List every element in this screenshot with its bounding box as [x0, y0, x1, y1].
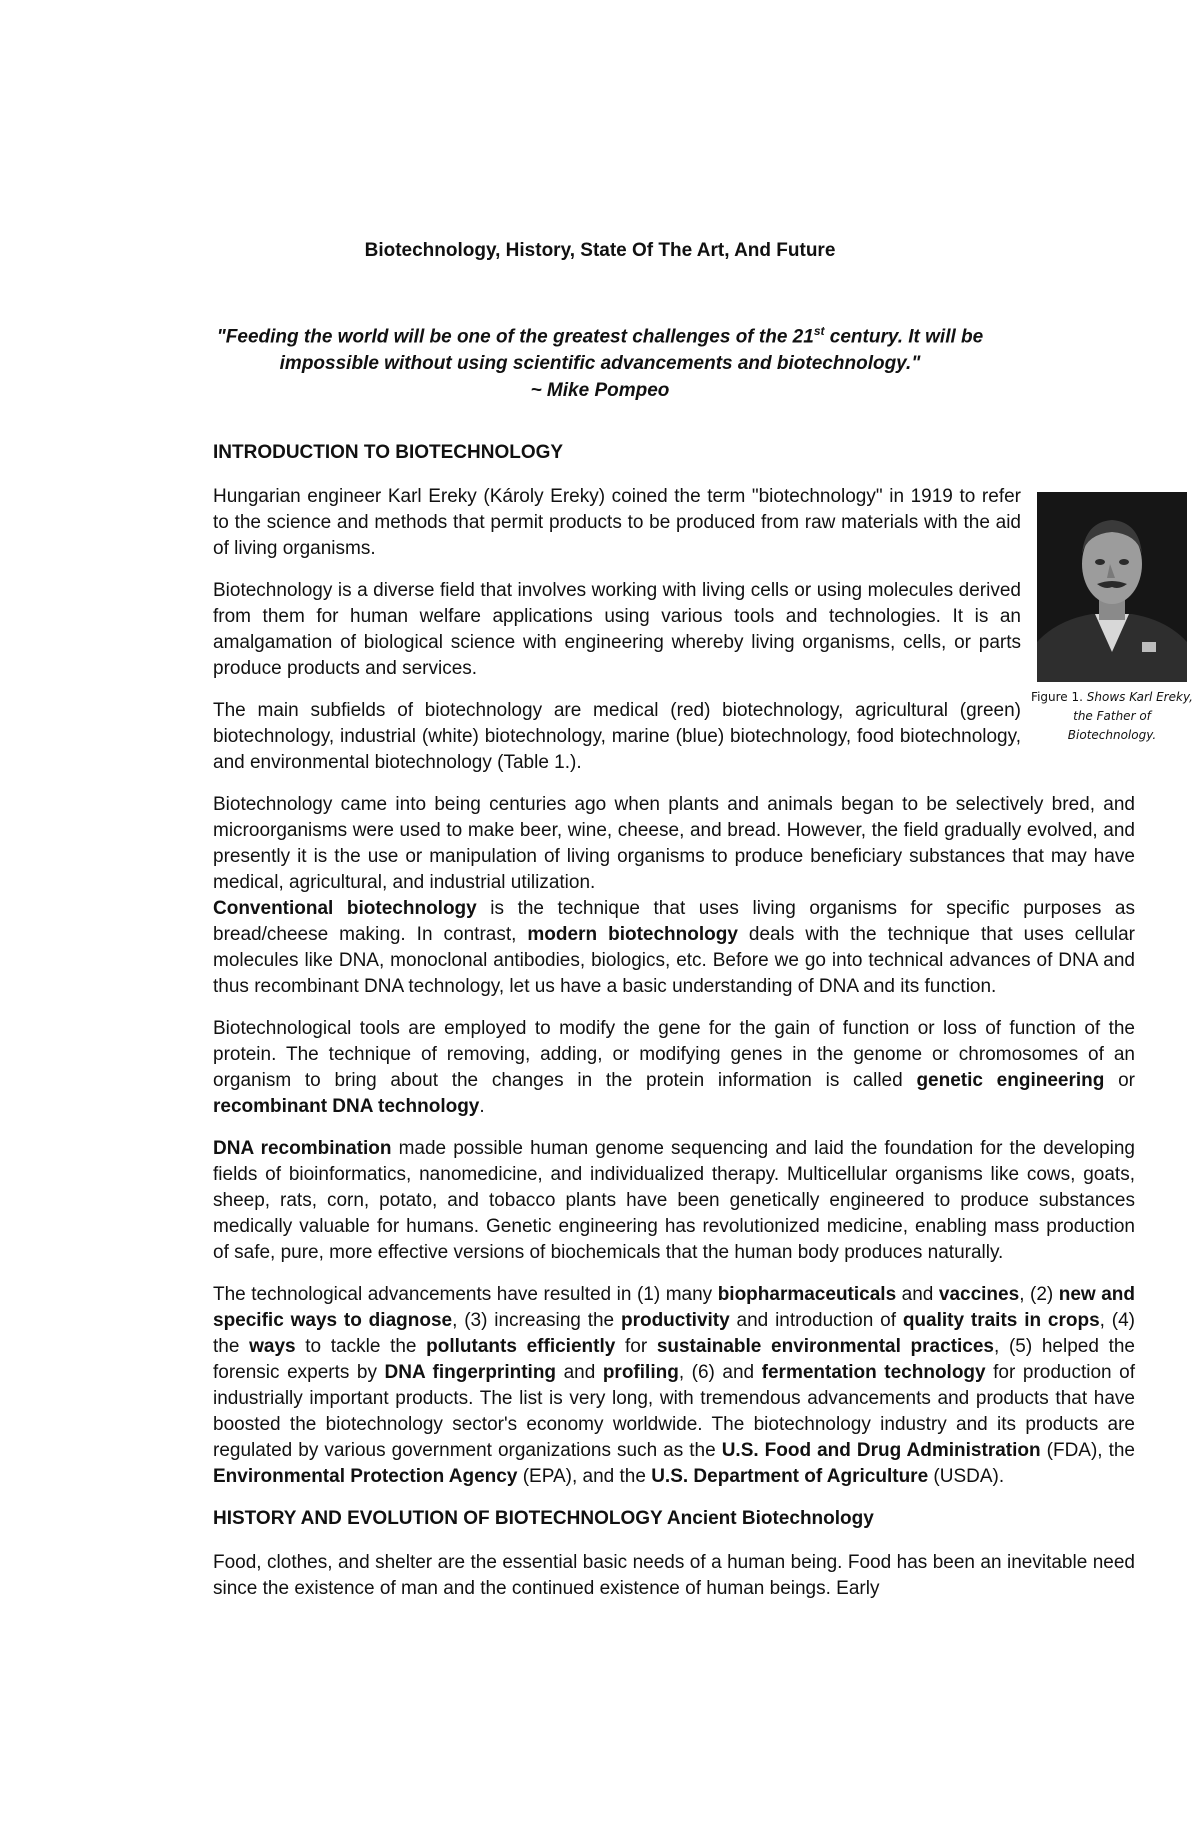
history-heading: HISTORY AND EVOLUTION OF BIOTECHNOLOGY Ancient Biotechnology [213, 1508, 874, 1529]
document-title: Biotechnology, History, State Of The Art, And Future [364, 240, 836, 261]
portrait-photo [1037, 492, 1187, 682]
paragraph-1: Hungarian engineer Karl Ereky (Károly Ereky) coined the term "biotechnology" in 1919 to refer to the science and methods that permit products to be produced from raw materials with the aid of living organisms. [213, 486, 1021, 559]
figure-caption-label: Figure 1. [1031, 690, 1083, 704]
term-ways: ways [249, 1336, 296, 1357]
p8-t6: , (4) the [213, 1310, 1135, 1357]
term-diagnose: new and specific ways to diagnose [213, 1284, 1135, 1331]
quote-text-end: century. It will be impossible without using scientific advancements and biotechnology." [279, 326, 984, 375]
main-column [213, 440, 1135, 1618]
paragraph-5-text-1: is the technique that uses living organisms for specific purposes as bread/cheese making. In contrast, [213, 898, 1135, 945]
p8-t1: The technological advancements have resulted in (1) many [213, 1284, 718, 1305]
term-profiling: profiling [602, 1362, 679, 1383]
term-dna-fingerprinting: DNA fingerprinting [384, 1362, 557, 1383]
portrait-illustration [1037, 492, 1187, 682]
paragraph-9: Food, clothes, and shelter are the essential basic needs of a human being. Food has been an inevitable need since the existence of man and the continued existence of human beings. Early [213, 1552, 1135, 1599]
p8-t12: for production of industrially important products. The list is very long, with tremendous advancements and products that have boosted the biotechnology sector's economy worldwide. The biotechnology industry and its products are regulated by various government organizations such as the [213, 1362, 1135, 1461]
p8-t15: (USDA). [928, 1466, 1005, 1487]
term-epa: Environmental Protection Agency [213, 1466, 518, 1487]
epigraph-quote [200, 318, 1000, 404]
p8-t13: (FDA), the [1040, 1440, 1135, 1461]
intro-heading: INTRODUCTION TO BIOTECHNOLOGY [213, 442, 564, 463]
term-genetic-engineering: genetic engineering [916, 1070, 1105, 1091]
paragraph-5 [213, 896, 1135, 1000]
p8-t9: , (5) helped the forensic experts by [213, 1336, 1135, 1383]
term-modern-biotech: modern biotechnology [527, 924, 738, 945]
term-sustainable: sustainable environmental practices [656, 1336, 994, 1357]
term-quality-traits: quality traits in crops [902, 1310, 1100, 1331]
p8-t2: and [896, 1284, 939, 1305]
paragraph-7-text-1: made possible human genome sequencing and laid the foundation for the developing fields of bioinformatics, nanomedicine, and individualized therapy. Multicellular organisms like cows, goats, sheep, rats, corn, potato, and tobacco plants have been genetically engineered to produce substances medically valuable for humans. Genetic engineering has revolutionized medicine, enabling mass production of safe, pure, more effective versions of biochemicals that the human body produces naturally. [213, 1138, 1135, 1263]
paragraph-4: Biotechnology came into being centuries ago when plants and animals began to be selectively bred, and microorganisms were used to make beer, wine, cheese, and bread. However, the field gradually evolved, and presently it is the use or manipulation of living organisms to produce beneficiary substances that may have medical, agricultural, and industrial utilization. [213, 794, 1135, 893]
quote-text-start: "Feeding the world will be one of the greatest challenges of the 21 [216, 326, 814, 348]
p8-t7: to tackle the [295, 1336, 427, 1357]
paragraph-5-text-2: deals with the technique that uses cellular molecules like DNA, monoclonal antibodies, biologics, etc. Before we go into technical advances of DNA and thus recombinant DNA technology, let us have a basic understanding of DNA and its function. [213, 924, 1135, 997]
p8-t5: and introduction of [729, 1310, 903, 1331]
term-conventional-biotech: Conventional biotechnology [213, 898, 477, 919]
p8-t4: , (3) increasing the [452, 1310, 621, 1331]
paragraph-6-text-1: Biotechnological tools are employed to modify the gene for the gain of function or loss of function of the protein. The technique of removing, adding, or modifying genes in the genome or chromosomes of an organism to bring about the changes in the protein information is called [213, 1018, 1135, 1091]
term-pollutants: pollutants efficiently [426, 1336, 616, 1357]
figure-caption-text: Shows Karl Ereky, the Father of Biotechnology. [1067, 690, 1193, 742]
term-recombinant-dna: recombinant DNA technology [213, 1096, 480, 1117]
quote-superscript: st [813, 324, 825, 338]
term-fermentation: fermentation technology [761, 1362, 986, 1383]
p8-t8: for [615, 1336, 657, 1357]
term-biopharmaceuticals: biopharmaceuticals [717, 1284, 897, 1305]
term-dna-recombination: DNA recombination [213, 1138, 392, 1159]
paragraph-3: The main subfields of biotechnology are medical (red) biotechnology, agricultural (green) biotechnology, industrial (white) biotechnology, marine (blue) biotechnology, food biotechnology, and environmental biotechnology (Table 1.). [213, 700, 1021, 773]
figure-caption [1030, 688, 1194, 745]
paragraph-6 [213, 1016, 1135, 1120]
paragraph-6-text-3: . [479, 1096, 485, 1117]
paragraph-6-text-2: or [1104, 1070, 1135, 1091]
p8-t10: and [556, 1362, 603, 1383]
p8-t14: (EPA), and the [517, 1466, 652, 1487]
p8-t11: , (6) and [678, 1362, 762, 1383]
quote-author: ~ Mike Pompeo [530, 380, 670, 402]
paragraph-2: Biotechnology is a diverse field that involves working with living cells or using molecules derived from them for human welfare applications using various tools and technologies. It is an amalgamation of biological science with engineering whereby living organisms, cells, or parts produce products and services. [213, 580, 1021, 679]
p8-t3: , (2) [1019, 1284, 1059, 1305]
term-fda: U.S. Food and Drug Administration [721, 1440, 1041, 1461]
term-vaccines: vaccines [938, 1284, 1020, 1305]
paragraph-8 [213, 1282, 1135, 1490]
paragraph-7 [213, 1136, 1135, 1266]
term-usda: U.S. Department of Agriculture [651, 1466, 929, 1487]
term-productivity: productivity [620, 1310, 730, 1331]
